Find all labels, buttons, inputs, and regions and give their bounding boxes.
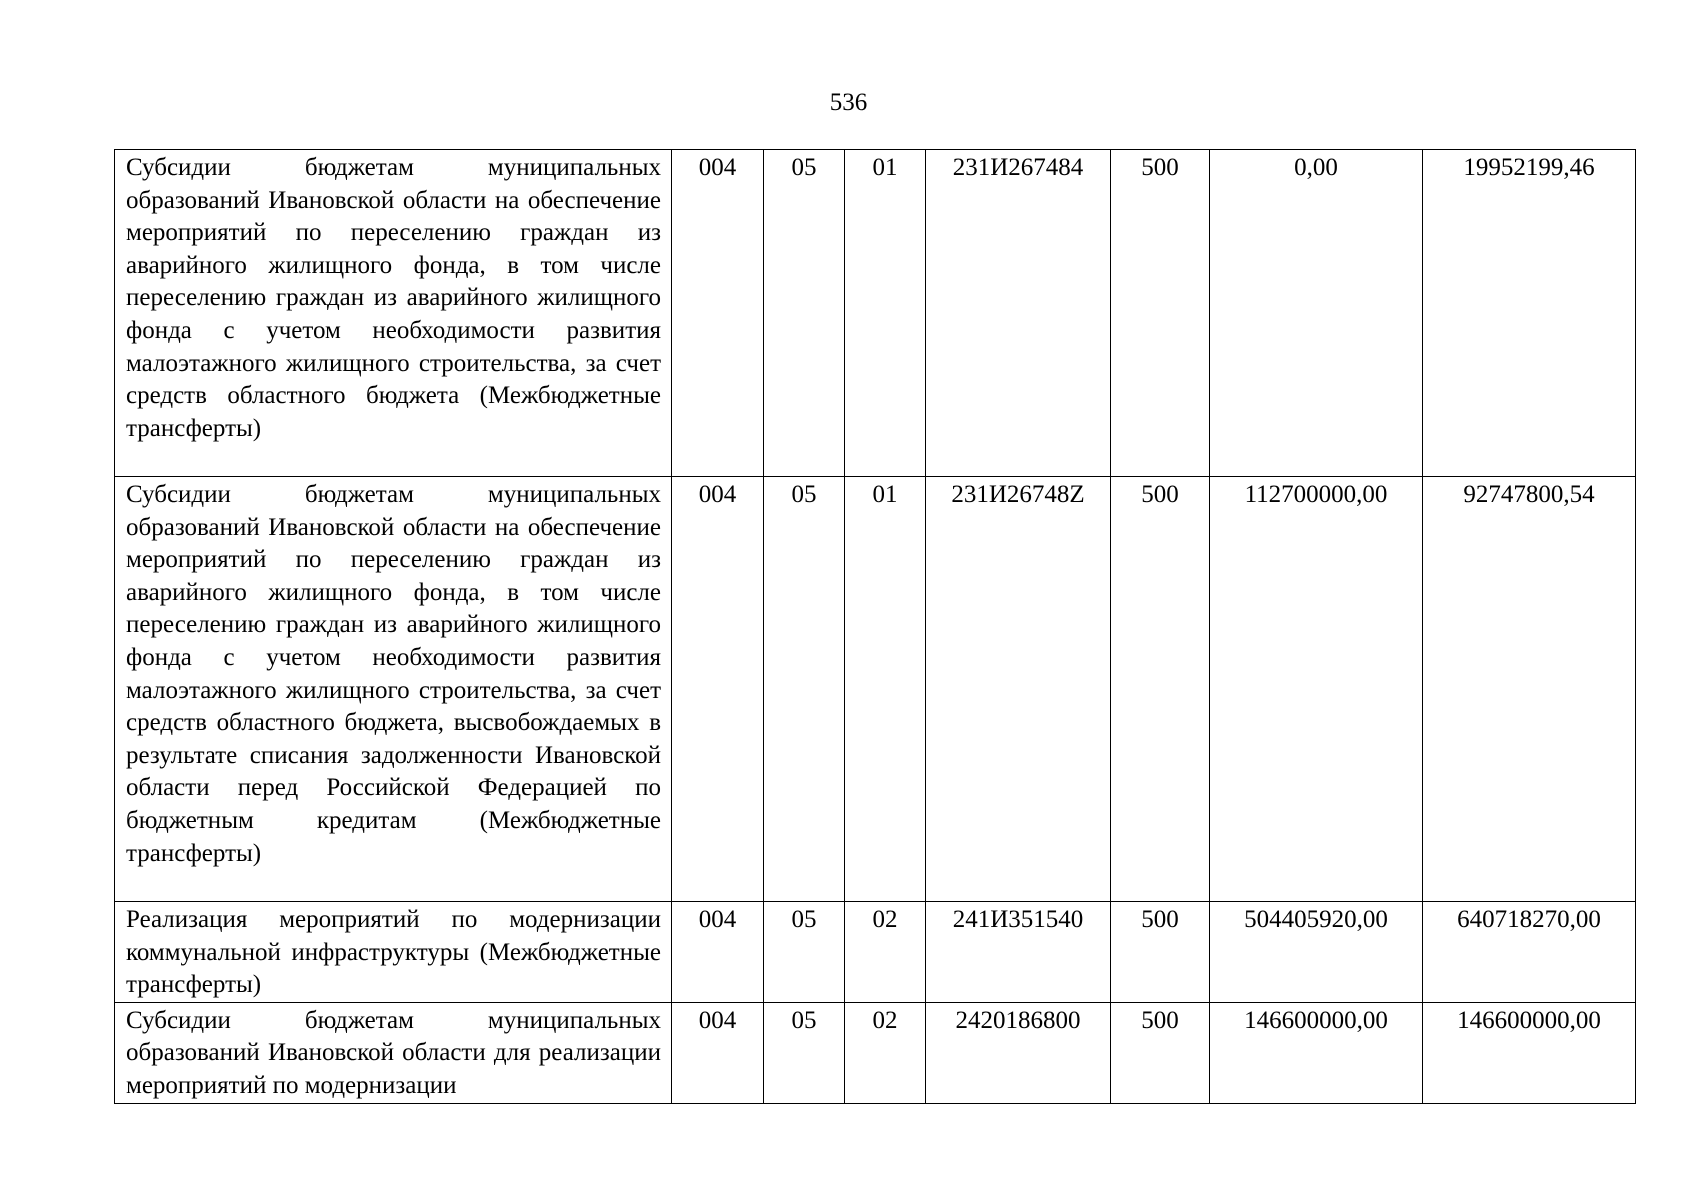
subsection-code: 01: [845, 477, 926, 902]
amount-first-year: 112700000,00: [1210, 477, 1423, 902]
subsection-code: 02: [845, 1002, 926, 1103]
table-row: [115, 902, 1636, 1003]
section-code: 05: [764, 902, 845, 1003]
amount-second-year: 19952199,46: [1423, 150, 1636, 477]
amount-first-year: 504405920,00: [1210, 902, 1423, 1003]
section-code: 05: [764, 150, 845, 477]
expense-type-code: 500: [1111, 477, 1210, 902]
expense-type-code: 500: [1111, 902, 1210, 1003]
amount-first-year: 146600000,00: [1210, 1002, 1423, 1103]
ministry-code: 004: [672, 902, 764, 1003]
table-row: [115, 477, 1636, 902]
ministry-code: 004: [672, 150, 764, 477]
ministry-code: 004: [672, 1002, 764, 1103]
target-article-code: 231И267484: [926, 150, 1111, 477]
table-row: [115, 1002, 1636, 1103]
row-description: Реализация мероприятий по модернизации коммунальной инфраструктуры (Межбюджетные трансферты): [115, 902, 672, 1003]
expense-type-code: 500: [1111, 150, 1210, 477]
target-article-code: 241И351540: [926, 902, 1111, 1003]
page-number: 536: [829, 89, 868, 116]
section-code: 05: [764, 1002, 845, 1103]
amount-second-year: 640718270,00: [1423, 902, 1636, 1003]
target-article-code: 2420186800: [926, 1002, 1111, 1103]
row-description: Субсидии бюджетам муниципальных образований Ивановской области на обеспечение мероприятий по переселению граждан из аварийного жилищного фонда, в том числе переселению граждан из аварийного жилищного фонда с учетом необходимости развития малоэтажного жилищного строительства, за счет средств областного бюджета (Межбюджетные трансферты): [115, 150, 672, 477]
subsection-code: 01: [845, 150, 926, 477]
row-description: Субсидии бюджетам муниципальных образований Ивановской области на обеспечение мероприятий по переселению граждан из аварийного жилищного фонда, в том числе переселению граждан из аварийного жилищного фонда с учетом необходимости развития малоэтажного жилищного строительства, за счет средств областного бюджета, высвобождаемых в результате списания задолженности Ивановской области перед Российской Федерацией по бюджетным кредитам (Межбюджетные трансферты): [115, 477, 672, 902]
section-code: 05: [764, 477, 845, 902]
budget-table: [114, 149, 1636, 1104]
expense-type-code: 500: [1111, 1002, 1210, 1103]
target-article-code: 231И26748Z: [926, 477, 1111, 902]
amount-first-year: 0,00: [1210, 150, 1423, 477]
ministry-code: 004: [672, 477, 764, 902]
amount-second-year: 146600000,00: [1423, 1002, 1636, 1103]
amount-second-year: 92747800,54: [1423, 477, 1636, 902]
table-row: [115, 150, 1636, 477]
subsection-code: 02: [845, 902, 926, 1003]
row-description: Субсидии бюджетам муниципальных образований Ивановской области для реализации мероприятий по модернизации: [115, 1002, 672, 1103]
